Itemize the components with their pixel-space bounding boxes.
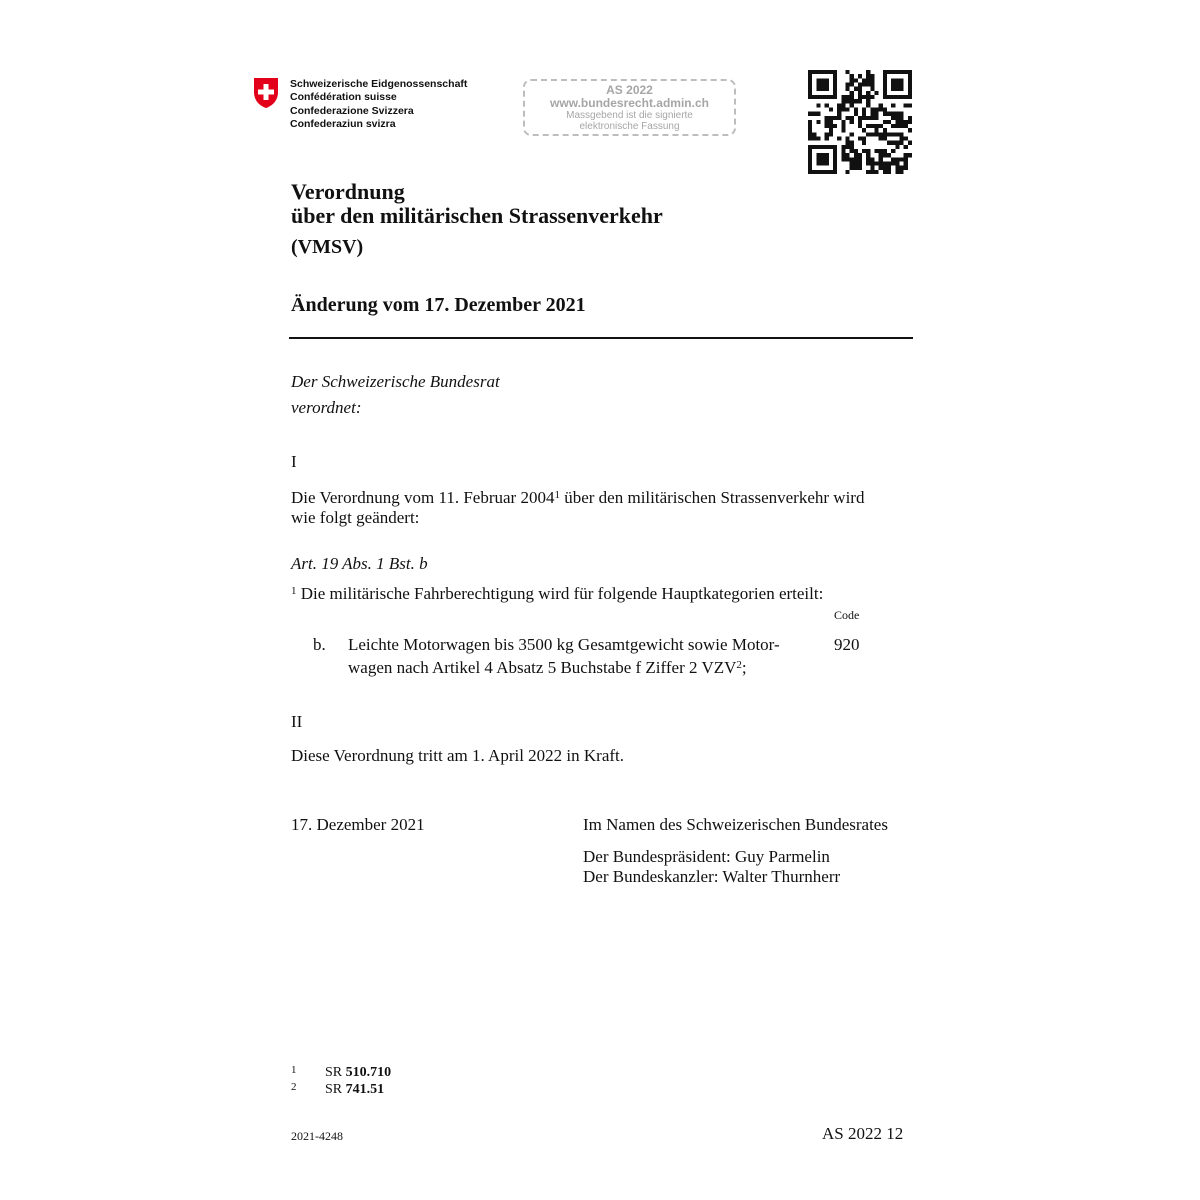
document-title [291, 180, 663, 228]
paragraph-number: 1 [291, 585, 297, 597]
enacting-formula [291, 369, 500, 421]
amendment-intro [291, 485, 921, 528]
amendment-heading: Änderung vom 17. Dezember 2021 [291, 294, 586, 316]
footnote-2 [291, 1080, 384, 1098]
footnote-ref-2[interactable]: 2 [736, 659, 742, 671]
qr-code-icon [808, 70, 912, 174]
footnote-ref-1[interactable]: 1 [554, 489, 560, 501]
official-publication-stamp [523, 79, 736, 136]
footnote-1-number: 1 [291, 1064, 297, 1076]
article-reference: Art. 19 Abs. 1 Bst. b [291, 554, 428, 573]
title-abbreviation: (VMSV) [291, 236, 364, 258]
title-divider [289, 337, 913, 339]
gov-line-de: Schweizerische Eidgenossenschaft [290, 78, 468, 90]
stamp-url: www.bundesrecht.admin.ch [550, 96, 709, 110]
item-b-text [348, 635, 818, 678]
title-line-2: über den militärischen Strassenverkehr [291, 203, 663, 228]
intro-line-1 [291, 485, 921, 508]
president-line: Der Bundespräsident: Guy Parmelin [583, 847, 830, 866]
gov-line-it: Confederazione Svizzera [290, 104, 414, 117]
footnote-2-ref: 741.51 [345, 1082, 385, 1097]
intro-text-b: über den militärischen Strassenverkehr wird [559, 488, 865, 507]
signatories [583, 847, 840, 887]
entry-into-force: Diese Verordnung tritt am 1. April 2022 in Kraft. [291, 746, 625, 765]
footnote-1-ref: 510.710 [345, 1065, 392, 1080]
paragraph-1 [291, 581, 823, 604]
page-reference: AS 2022 12 [822, 1124, 904, 1143]
stamp-note-line2: elektronische Fassung [579, 121, 680, 132]
enactment-date: 17. Dezember 2021 [291, 815, 425, 834]
enactor-verb: verordnet: [291, 398, 362, 417]
footnote-2-prefix: SR [325, 1082, 346, 1097]
stamp-publication: AS 2022 [606, 83, 653, 97]
item-line-1: Leichte Motorwagen bis 3500 kg Gesamtgewicht sowie Motor- [348, 635, 780, 654]
footnote-1-prefix: SR [325, 1065, 346, 1080]
intro-line-2: wie folgt geändert: [291, 508, 420, 527]
enactor: Der Schweizerische Bundesrat [291, 372, 500, 391]
stamp-note-line1: Massgebend ist die signierte [566, 110, 693, 121]
code-column-header: Code [834, 608, 860, 622]
item-letter: b. [313, 635, 326, 654]
section-ii-heading: II [291, 712, 303, 731]
section-i-heading: I [291, 452, 297, 471]
item-line-2 [348, 655, 818, 678]
federal-administration-name [290, 78, 467, 131]
chancellor-line: Der Bundeskanzler: Walter Thurnherr [583, 867, 841, 886]
intro-text-a: Die Verordnung vom 11. Februar 2004 [291, 488, 555, 507]
footnote-2-number: 2 [291, 1081, 297, 1093]
footnote-1 [291, 1063, 391, 1081]
item-text-b: ; [741, 658, 747, 677]
title-line-1: Verordnung [291, 179, 405, 204]
document-number: 2021-4248 [291, 1129, 343, 1143]
item-text-a: wagen nach Artikel 4 Absatz 5 Buchstabe f Ziffer 2 VZV [348, 658, 737, 677]
on-behalf-line: Im Namen des Schweizerischen Bundesrates [583, 815, 888, 834]
gov-line-rm: Confederaziun svizra [290, 117, 396, 130]
paragraph-text: Die militärische Fahrberechtigung wird für folgende Hauptkategorien erteilt: [296, 584, 824, 603]
gov-line-fr: Confédération suisse [290, 91, 397, 104]
swiss-coat-of-arms-icon [252, 77, 280, 109]
item-code: 920 [834, 635, 860, 654]
